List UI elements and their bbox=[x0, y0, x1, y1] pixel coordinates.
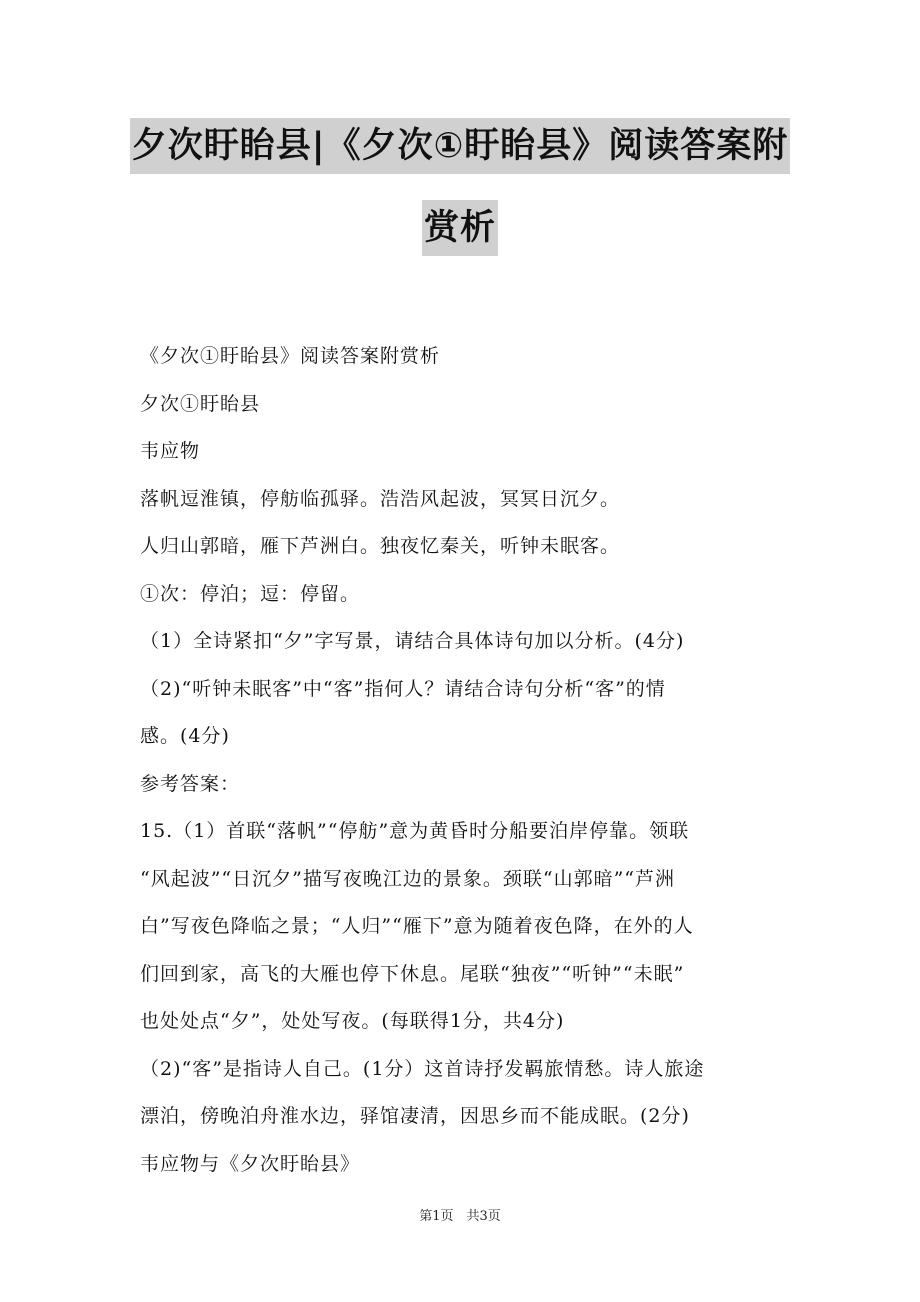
question-2: （2)“听钟未眠客”中“客”指何人？请结合诗句分析“客”的情 bbox=[140, 677, 666, 700]
answer-heading: 参考答案： bbox=[140, 772, 241, 795]
poem-line-1: 落帆逗淮镇，停舫临孤驿。浩浩风起波，冥冥日沉夕。 bbox=[140, 487, 621, 510]
answer-1-line-2: “风起波”“日沉夕”描写夜晚江边的景象。颈联“山郭暗”“芦洲 bbox=[140, 867, 675, 890]
answer-1-line-3: 白”写夜色降临之景；“人归”“雁下”意为随着夜色降，在外的人 bbox=[140, 915, 694, 937]
answer-2-line-2: 漂泊，傍晚泊舟淮水边，驿馆凄清，因思乡而不能成眠。(2分) bbox=[140, 1105, 690, 1127]
page-number: 第1页 共3页 bbox=[419, 1209, 501, 1224]
title-line-1: 夕次盱眙县|《夕次①盱眙县》阅读答案附 bbox=[130, 118, 790, 174]
question-1: （1）全诗紧扣“夕”字写景，请结合具体诗句加以分析。(4分) bbox=[140, 630, 685, 652]
annotation: ①次：停泊；逗：停留。 bbox=[140, 582, 361, 605]
subtitle-line: 《夕次①盱眙县》阅读答案附赏析 bbox=[140, 345, 441, 367]
document-body bbox=[140, 333, 780, 1188]
question-2-cont: 感。(4分) bbox=[140, 725, 230, 747]
document-title bbox=[0, 118, 920, 256]
section-heading: 韦应物与《夕次盱眙县》 bbox=[140, 1152, 361, 1175]
answer-1-line-5: 也处处点“夕”，处处写夜。(每联得1分，共4分) bbox=[140, 1010, 565, 1032]
answer-1-line-4: 们回到家，高飞的大雁也停下休息。尾联“独夜”“听钟”“未眠” bbox=[140, 962, 685, 985]
answer-2-line-1: （2)“客”是指诗人自己。(1分）这首诗抒发羁旅情愁。诗人旅途 bbox=[140, 1057, 705, 1080]
poem-author: 韦应物 bbox=[140, 440, 201, 462]
title-line-2: 赏析 bbox=[422, 200, 498, 256]
poem-line-2: 人归山郭暗，雁下芦洲白。独夜忆秦关，听钟未眠客。 bbox=[140, 535, 621, 557]
answer-1-line-1: 15.（1）首联“落帆”“停舫”意为黄昏时分船要泊岸停靠。领联 bbox=[140, 820, 690, 842]
poem-title: 夕次①盱眙县 bbox=[140, 392, 261, 415]
